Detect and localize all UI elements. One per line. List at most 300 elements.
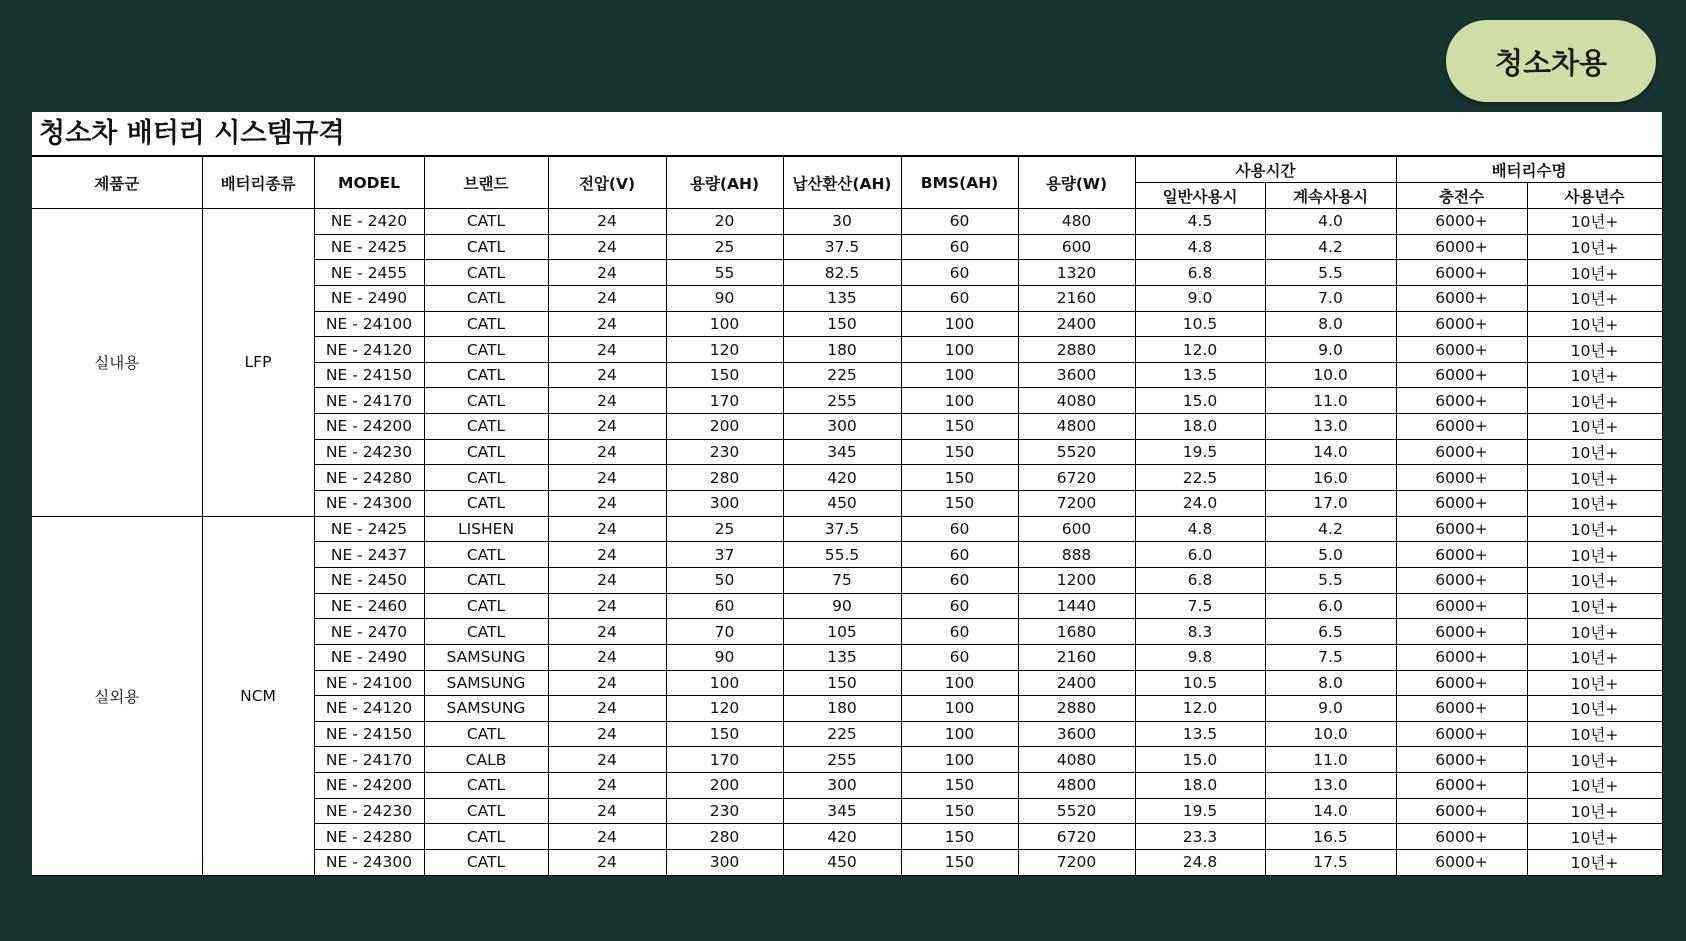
table-body bbox=[32, 209, 1662, 876]
usage-continuous-cell: 17.0 bbox=[1265, 491, 1396, 517]
voltage-cell: 24 bbox=[548, 414, 666, 440]
capacity-ah-cell: 230 bbox=[666, 798, 783, 824]
usage-continuous-cell: 7.5 bbox=[1265, 644, 1396, 670]
voltage-cell: 24 bbox=[548, 593, 666, 619]
bms-cell: 60 bbox=[901, 516, 1018, 542]
voltage-cell: 24 bbox=[548, 798, 666, 824]
model-cell: NE - 24150 bbox=[314, 721, 424, 747]
voltage-cell: 24 bbox=[548, 516, 666, 542]
lead-acid-cell: 105 bbox=[783, 619, 901, 645]
header-battery-life: 배터리수명 bbox=[1396, 157, 1662, 183]
brand-cell: SAMSUNG bbox=[424, 696, 548, 722]
model-cell: NE - 24230 bbox=[314, 798, 424, 824]
life-cycles-cell: 6000+ bbox=[1396, 260, 1527, 286]
model-cell: NE - 2470 bbox=[314, 619, 424, 645]
life-cycles-cell: 6000+ bbox=[1396, 516, 1527, 542]
usage-continuous-cell: 9.0 bbox=[1265, 696, 1396, 722]
model-cell: NE - 24100 bbox=[314, 311, 424, 337]
model-cell: NE - 2425 bbox=[314, 516, 424, 542]
usage-continuous-cell: 5.5 bbox=[1265, 567, 1396, 593]
brand-cell: CATL bbox=[424, 542, 548, 568]
usage-continuous-cell: 17.5 bbox=[1265, 850, 1396, 876]
usage-normal-cell: 10.5 bbox=[1135, 311, 1265, 337]
usage-normal-cell: 6.0 bbox=[1135, 542, 1265, 568]
usage-normal-cell: 4.8 bbox=[1135, 234, 1265, 260]
usage-normal-cell: 18.0 bbox=[1135, 773, 1265, 799]
lead-acid-cell: 37.5 bbox=[783, 234, 901, 260]
capacity-w-cell: 5520 bbox=[1018, 798, 1135, 824]
capacity-ah-cell: 200 bbox=[666, 773, 783, 799]
model-cell: NE - 2455 bbox=[314, 260, 424, 286]
life-years-cell: 10년+ bbox=[1527, 542, 1662, 568]
usage-normal-cell: 4.8 bbox=[1135, 516, 1265, 542]
sheet-title: 청소차 배터리 시스템규격 bbox=[32, 112, 1662, 156]
lead-acid-cell: 150 bbox=[783, 670, 901, 696]
voltage-cell: 24 bbox=[548, 209, 666, 235]
capacity-ah-cell: 300 bbox=[666, 491, 783, 517]
brand-cell: CATL bbox=[424, 465, 548, 491]
usage-continuous-cell: 4.0 bbox=[1265, 209, 1396, 235]
bms-cell: 150 bbox=[901, 773, 1018, 799]
capacity-ah-cell: 150 bbox=[666, 362, 783, 388]
lead-acid-cell: 225 bbox=[783, 362, 901, 388]
voltage-cell: 24 bbox=[548, 337, 666, 363]
product-group-cell: 실외용 bbox=[32, 516, 202, 875]
capacity-w-cell: 2400 bbox=[1018, 311, 1135, 337]
lead-acid-cell: 135 bbox=[783, 644, 901, 670]
brand-cell: CALB bbox=[424, 747, 548, 773]
capacity-w-cell: 2160 bbox=[1018, 285, 1135, 311]
voltage-cell: 24 bbox=[548, 542, 666, 568]
header-brand: 브랜드 bbox=[424, 157, 548, 209]
capacity-ah-cell: 100 bbox=[666, 670, 783, 696]
usage-continuous-cell: 9.0 bbox=[1265, 337, 1396, 363]
usage-normal-cell: 13.5 bbox=[1135, 362, 1265, 388]
life-years-cell: 10년+ bbox=[1527, 567, 1662, 593]
usage-continuous-cell: 10.0 bbox=[1265, 362, 1396, 388]
usage-normal-cell: 23.3 bbox=[1135, 824, 1265, 850]
capacity-ah-cell: 150 bbox=[666, 721, 783, 747]
bms-cell: 100 bbox=[901, 670, 1018, 696]
bms-cell: 60 bbox=[901, 234, 1018, 260]
voltage-cell: 24 bbox=[548, 567, 666, 593]
capacity-w-cell: 7200 bbox=[1018, 850, 1135, 876]
usage-continuous-cell: 11.0 bbox=[1265, 388, 1396, 414]
usage-normal-cell: 15.0 bbox=[1135, 388, 1265, 414]
lead-acid-cell: 180 bbox=[783, 337, 901, 363]
capacity-ah-cell: 170 bbox=[666, 747, 783, 773]
bms-cell: 60 bbox=[901, 260, 1018, 286]
life-cycles-cell: 6000+ bbox=[1396, 285, 1527, 311]
lead-acid-cell: 255 bbox=[783, 388, 901, 414]
header-lead-acid-equiv: 납산환산(AH) bbox=[783, 157, 901, 209]
life-cycles-cell: 6000+ bbox=[1396, 798, 1527, 824]
life-years-cell: 10년+ bbox=[1527, 670, 1662, 696]
bms-cell: 60 bbox=[901, 619, 1018, 645]
lead-acid-cell: 135 bbox=[783, 285, 901, 311]
brand-cell: CATL bbox=[424, 773, 548, 799]
bms-cell: 150 bbox=[901, 824, 1018, 850]
voltage-cell: 24 bbox=[548, 465, 666, 491]
capacity-ah-cell: 20 bbox=[666, 209, 783, 235]
lead-acid-cell: 82.5 bbox=[783, 260, 901, 286]
lead-acid-cell: 345 bbox=[783, 798, 901, 824]
voltage-cell: 24 bbox=[548, 234, 666, 260]
capacity-w-cell: 2160 bbox=[1018, 644, 1135, 670]
capacity-w-cell: 3600 bbox=[1018, 721, 1135, 747]
capacity-ah-cell: 120 bbox=[666, 337, 783, 363]
model-cell: NE - 2490 bbox=[314, 644, 424, 670]
header-usage-continuous: 계속사용시 bbox=[1265, 183, 1396, 209]
bms-cell: 100 bbox=[901, 388, 1018, 414]
life-cycles-cell: 6000+ bbox=[1396, 567, 1527, 593]
life-cycles-cell: 6000+ bbox=[1396, 721, 1527, 747]
usage-continuous-cell: 16.5 bbox=[1265, 824, 1396, 850]
header-voltage: 전압(V) bbox=[548, 157, 666, 209]
lead-acid-cell: 255 bbox=[783, 747, 901, 773]
bms-cell: 150 bbox=[901, 850, 1018, 876]
usage-continuous-cell: 8.0 bbox=[1265, 670, 1396, 696]
usage-normal-cell: 4.5 bbox=[1135, 209, 1265, 235]
model-cell: NE - 2450 bbox=[314, 567, 424, 593]
voltage-cell: 24 bbox=[548, 260, 666, 286]
life-cycles-cell: 6000+ bbox=[1396, 388, 1527, 414]
capacity-ah-cell: 200 bbox=[666, 414, 783, 440]
header-product-group: 제품군 bbox=[32, 157, 202, 209]
life-years-cell: 10년+ bbox=[1527, 593, 1662, 619]
model-cell: NE - 2425 bbox=[314, 234, 424, 260]
life-years-cell: 10년+ bbox=[1527, 260, 1662, 286]
usage-normal-cell: 18.0 bbox=[1135, 414, 1265, 440]
capacity-w-cell: 1320 bbox=[1018, 260, 1135, 286]
lead-acid-cell: 225 bbox=[783, 721, 901, 747]
lead-acid-cell: 450 bbox=[783, 491, 901, 517]
capacity-w-cell: 1440 bbox=[1018, 593, 1135, 619]
model-cell: NE - 24100 bbox=[314, 670, 424, 696]
lead-acid-cell: 30 bbox=[783, 209, 901, 235]
lead-acid-cell: 75 bbox=[783, 567, 901, 593]
bms-cell: 60 bbox=[901, 209, 1018, 235]
usage-normal-cell: 10.5 bbox=[1135, 670, 1265, 696]
usage-continuous-cell: 8.0 bbox=[1265, 311, 1396, 337]
model-cell: NE - 24150 bbox=[314, 362, 424, 388]
life-years-cell: 10년+ bbox=[1527, 824, 1662, 850]
life-years-cell: 10년+ bbox=[1527, 516, 1662, 542]
brand-cell: CATL bbox=[424, 209, 548, 235]
brand-cell: CATL bbox=[424, 337, 548, 363]
life-cycles-cell: 6000+ bbox=[1396, 593, 1527, 619]
voltage-cell: 24 bbox=[548, 670, 666, 696]
usage-normal-cell: 24.8 bbox=[1135, 850, 1265, 876]
model-cell: NE - 24200 bbox=[314, 773, 424, 799]
brand-cell: CATL bbox=[424, 260, 548, 286]
capacity-ah-cell: 280 bbox=[666, 824, 783, 850]
capacity-w-cell: 600 bbox=[1018, 234, 1135, 260]
capacity-w-cell: 5520 bbox=[1018, 439, 1135, 465]
brand-cell: CATL bbox=[424, 824, 548, 850]
brand-cell: CATL bbox=[424, 798, 548, 824]
life-years-cell: 10년+ bbox=[1527, 362, 1662, 388]
life-cycles-cell: 6000+ bbox=[1396, 362, 1527, 388]
brand-cell: CATL bbox=[424, 567, 548, 593]
voltage-cell: 24 bbox=[548, 362, 666, 388]
life-cycles-cell: 6000+ bbox=[1396, 542, 1527, 568]
model-cell: NE - 2460 bbox=[314, 593, 424, 619]
capacity-w-cell: 888 bbox=[1018, 542, 1135, 568]
brand-cell: CATL bbox=[424, 311, 548, 337]
model-cell: NE - 24280 bbox=[314, 824, 424, 850]
usage-continuous-cell: 4.2 bbox=[1265, 516, 1396, 542]
capacity-w-cell: 1680 bbox=[1018, 619, 1135, 645]
capacity-w-cell: 4800 bbox=[1018, 773, 1135, 799]
voltage-cell: 24 bbox=[548, 721, 666, 747]
voltage-cell: 24 bbox=[548, 696, 666, 722]
life-cycles-cell: 6000+ bbox=[1396, 850, 1527, 876]
life-cycles-cell: 6000+ bbox=[1396, 670, 1527, 696]
brand-cell: CATL bbox=[424, 491, 548, 517]
life-years-cell: 10년+ bbox=[1527, 234, 1662, 260]
bms-cell: 60 bbox=[901, 644, 1018, 670]
life-cycles-cell: 6000+ bbox=[1396, 234, 1527, 260]
usage-normal-cell: 24.0 bbox=[1135, 491, 1265, 517]
life-cycles-cell: 6000+ bbox=[1396, 439, 1527, 465]
bms-cell: 150 bbox=[901, 798, 1018, 824]
capacity-w-cell: 2880 bbox=[1018, 337, 1135, 363]
capacity-ah-cell: 100 bbox=[666, 311, 783, 337]
capacity-w-cell: 7200 bbox=[1018, 491, 1135, 517]
lead-acid-cell: 150 bbox=[783, 311, 901, 337]
life-cycles-cell: 6000+ bbox=[1396, 747, 1527, 773]
capacity-w-cell: 4080 bbox=[1018, 388, 1135, 414]
lead-acid-cell: 37.5 bbox=[783, 516, 901, 542]
life-years-cell: 10년+ bbox=[1527, 439, 1662, 465]
life-years-cell: 10년+ bbox=[1527, 696, 1662, 722]
brand-cell: CATL bbox=[424, 414, 548, 440]
brand-cell: CATL bbox=[424, 234, 548, 260]
bms-cell: 100 bbox=[901, 362, 1018, 388]
bms-cell: 150 bbox=[901, 491, 1018, 517]
battery-type-cell: LFP bbox=[202, 209, 314, 517]
bms-cell: 150 bbox=[901, 414, 1018, 440]
brand-cell: CATL bbox=[424, 850, 548, 876]
spec-sheet bbox=[32, 112, 1662, 876]
lead-acid-cell: 300 bbox=[783, 773, 901, 799]
life-years-cell: 10년+ bbox=[1527, 798, 1662, 824]
header-battery-type: 배터리종류 bbox=[202, 157, 314, 209]
voltage-cell: 24 bbox=[548, 388, 666, 414]
usage-continuous-cell: 14.0 bbox=[1265, 439, 1396, 465]
bms-cell: 100 bbox=[901, 747, 1018, 773]
lead-acid-cell: 90 bbox=[783, 593, 901, 619]
brand-cell: CATL bbox=[424, 285, 548, 311]
capacity-w-cell: 4800 bbox=[1018, 414, 1135, 440]
lead-acid-cell: 180 bbox=[783, 696, 901, 722]
capacity-w-cell: 2400 bbox=[1018, 670, 1135, 696]
bms-cell: 150 bbox=[901, 465, 1018, 491]
life-years-cell: 10년+ bbox=[1527, 209, 1662, 235]
usage-normal-cell: 19.5 bbox=[1135, 798, 1265, 824]
life-years-cell: 10년+ bbox=[1527, 644, 1662, 670]
voltage-cell: 24 bbox=[548, 850, 666, 876]
header-life-cycles: 충전수 bbox=[1396, 183, 1527, 209]
life-years-cell: 10년+ bbox=[1527, 414, 1662, 440]
bms-cell: 60 bbox=[901, 567, 1018, 593]
capacity-ah-cell: 280 bbox=[666, 465, 783, 491]
life-cycles-cell: 6000+ bbox=[1396, 337, 1527, 363]
header-bms: BMS(AH) bbox=[901, 157, 1018, 209]
capacity-ah-cell: 120 bbox=[666, 696, 783, 722]
brand-cell: CATL bbox=[424, 721, 548, 747]
life-years-cell: 10년+ bbox=[1527, 850, 1662, 876]
life-years-cell: 10년+ bbox=[1527, 721, 1662, 747]
table-row bbox=[32, 209, 1662, 235]
life-cycles-cell: 6000+ bbox=[1396, 209, 1527, 235]
bms-cell: 100 bbox=[901, 311, 1018, 337]
voltage-cell: 24 bbox=[548, 491, 666, 517]
life-years-cell: 10년+ bbox=[1527, 285, 1662, 311]
capacity-w-cell: 480 bbox=[1018, 209, 1135, 235]
header-life-years: 사용년수 bbox=[1527, 183, 1662, 209]
voltage-cell: 24 bbox=[548, 747, 666, 773]
life-years-cell: 10년+ bbox=[1527, 491, 1662, 517]
capacity-ah-cell: 50 bbox=[666, 567, 783, 593]
voltage-cell: 24 bbox=[548, 824, 666, 850]
life-cycles-cell: 6000+ bbox=[1396, 696, 1527, 722]
usage-continuous-cell: 6.0 bbox=[1265, 593, 1396, 619]
model-cell: NE - 24120 bbox=[314, 696, 424, 722]
brand-cell: SAMSUNG bbox=[424, 670, 548, 696]
lead-acid-cell: 420 bbox=[783, 465, 901, 491]
capacity-ah-cell: 170 bbox=[666, 388, 783, 414]
capacity-ah-cell: 90 bbox=[666, 644, 783, 670]
bms-cell: 60 bbox=[901, 285, 1018, 311]
brand-cell: CATL bbox=[424, 593, 548, 619]
capacity-ah-cell: 70 bbox=[666, 619, 783, 645]
model-cell: NE - 24120 bbox=[314, 337, 424, 363]
header-capacity-ah: 용량(AH) bbox=[666, 157, 783, 209]
capacity-w-cell: 2880 bbox=[1018, 696, 1135, 722]
capacity-ah-cell: 230 bbox=[666, 439, 783, 465]
capacity-ah-cell: 25 bbox=[666, 516, 783, 542]
battery-spec-table bbox=[32, 156, 1663, 876]
lead-acid-cell: 420 bbox=[783, 824, 901, 850]
life-cycles-cell: 6000+ bbox=[1396, 824, 1527, 850]
model-cell: NE - 24280 bbox=[314, 465, 424, 491]
model-cell: NE - 24300 bbox=[314, 491, 424, 517]
usage-normal-cell: 9.0 bbox=[1135, 285, 1265, 311]
voltage-cell: 24 bbox=[548, 439, 666, 465]
bms-cell: 100 bbox=[901, 721, 1018, 747]
capacity-w-cell: 6720 bbox=[1018, 824, 1135, 850]
lead-acid-cell: 450 bbox=[783, 850, 901, 876]
usage-continuous-cell: 7.0 bbox=[1265, 285, 1396, 311]
voltage-cell: 24 bbox=[548, 773, 666, 799]
usage-normal-cell: 13.5 bbox=[1135, 721, 1265, 747]
usage-normal-cell: 6.8 bbox=[1135, 567, 1265, 593]
life-cycles-cell: 6000+ bbox=[1396, 414, 1527, 440]
voltage-cell: 24 bbox=[548, 285, 666, 311]
header-capacity-w: 용량(W) bbox=[1018, 157, 1135, 209]
capacity-ah-cell: 25 bbox=[666, 234, 783, 260]
usage-continuous-cell: 5.0 bbox=[1265, 542, 1396, 568]
voltage-cell: 24 bbox=[548, 311, 666, 337]
table-row bbox=[32, 516, 1662, 542]
bms-cell: 60 bbox=[901, 593, 1018, 619]
life-years-cell: 10년+ bbox=[1527, 619, 1662, 645]
bms-cell: 60 bbox=[901, 542, 1018, 568]
usage-normal-cell: 8.3 bbox=[1135, 619, 1265, 645]
life-years-cell: 10년+ bbox=[1527, 465, 1662, 491]
model-cell: NE - 2437 bbox=[314, 542, 424, 568]
brand-cell: SAMSUNG bbox=[424, 644, 548, 670]
brand-cell: LISHEN bbox=[424, 516, 548, 542]
life-cycles-cell: 6000+ bbox=[1396, 491, 1527, 517]
model-cell: NE - 24170 bbox=[314, 747, 424, 773]
usage-normal-cell: 12.0 bbox=[1135, 696, 1265, 722]
capacity-ah-cell: 37 bbox=[666, 542, 783, 568]
bms-cell: 100 bbox=[901, 696, 1018, 722]
life-cycles-cell: 6000+ bbox=[1396, 619, 1527, 645]
model-cell: NE - 24200 bbox=[314, 414, 424, 440]
usage-continuous-cell: 13.0 bbox=[1265, 773, 1396, 799]
model-cell: NE - 24170 bbox=[314, 388, 424, 414]
capacity-ah-cell: 90 bbox=[666, 285, 783, 311]
header-usage-normal: 일반사용시 bbox=[1135, 183, 1265, 209]
life-years-cell: 10년+ bbox=[1527, 747, 1662, 773]
life-cycles-cell: 6000+ bbox=[1396, 773, 1527, 799]
life-years-cell: 10년+ bbox=[1527, 311, 1662, 337]
usage-normal-cell: 22.5 bbox=[1135, 465, 1265, 491]
life-years-cell: 10년+ bbox=[1527, 388, 1662, 414]
capacity-ah-cell: 55 bbox=[666, 260, 783, 286]
usage-normal-cell: 15.0 bbox=[1135, 747, 1265, 773]
usage-continuous-cell: 10.0 bbox=[1265, 721, 1396, 747]
capacity-w-cell: 1200 bbox=[1018, 567, 1135, 593]
header-model: MODEL bbox=[314, 157, 424, 209]
lead-acid-cell: 55.5 bbox=[783, 542, 901, 568]
model-cell: NE - 24230 bbox=[314, 439, 424, 465]
capacity-w-cell: 600 bbox=[1018, 516, 1135, 542]
usage-normal-cell: 6.8 bbox=[1135, 260, 1265, 286]
capacity-w-cell: 6720 bbox=[1018, 465, 1135, 491]
usage-normal-cell: 9.8 bbox=[1135, 644, 1265, 670]
bms-cell: 150 bbox=[901, 439, 1018, 465]
capacity-ah-cell: 60 bbox=[666, 593, 783, 619]
life-cycles-cell: 6000+ bbox=[1396, 465, 1527, 491]
usage-normal-cell: 7.5 bbox=[1135, 593, 1265, 619]
brand-cell: CATL bbox=[424, 439, 548, 465]
life-years-cell: 10년+ bbox=[1527, 337, 1662, 363]
capacity-ah-cell: 300 bbox=[666, 850, 783, 876]
life-cycles-cell: 6000+ bbox=[1396, 644, 1527, 670]
lead-acid-cell: 345 bbox=[783, 439, 901, 465]
product-group-cell: 실내용 bbox=[32, 209, 202, 517]
brand-cell: CATL bbox=[424, 388, 548, 414]
brand-cell: CATL bbox=[424, 362, 548, 388]
voltage-cell: 24 bbox=[548, 644, 666, 670]
brand-cell: CATL bbox=[424, 619, 548, 645]
capacity-w-cell: 4080 bbox=[1018, 747, 1135, 773]
lead-acid-cell: 300 bbox=[783, 414, 901, 440]
model-cell: NE - 24300 bbox=[314, 850, 424, 876]
model-cell: NE - 2490 bbox=[314, 285, 424, 311]
model-cell: NE - 2420 bbox=[314, 209, 424, 235]
usage-continuous-cell: 6.5 bbox=[1265, 619, 1396, 645]
battery-type-cell: NCM bbox=[202, 516, 314, 875]
usage-continuous-cell: 4.2 bbox=[1265, 234, 1396, 260]
category-badge: 청소차용 bbox=[1446, 20, 1656, 102]
usage-continuous-cell: 16.0 bbox=[1265, 465, 1396, 491]
